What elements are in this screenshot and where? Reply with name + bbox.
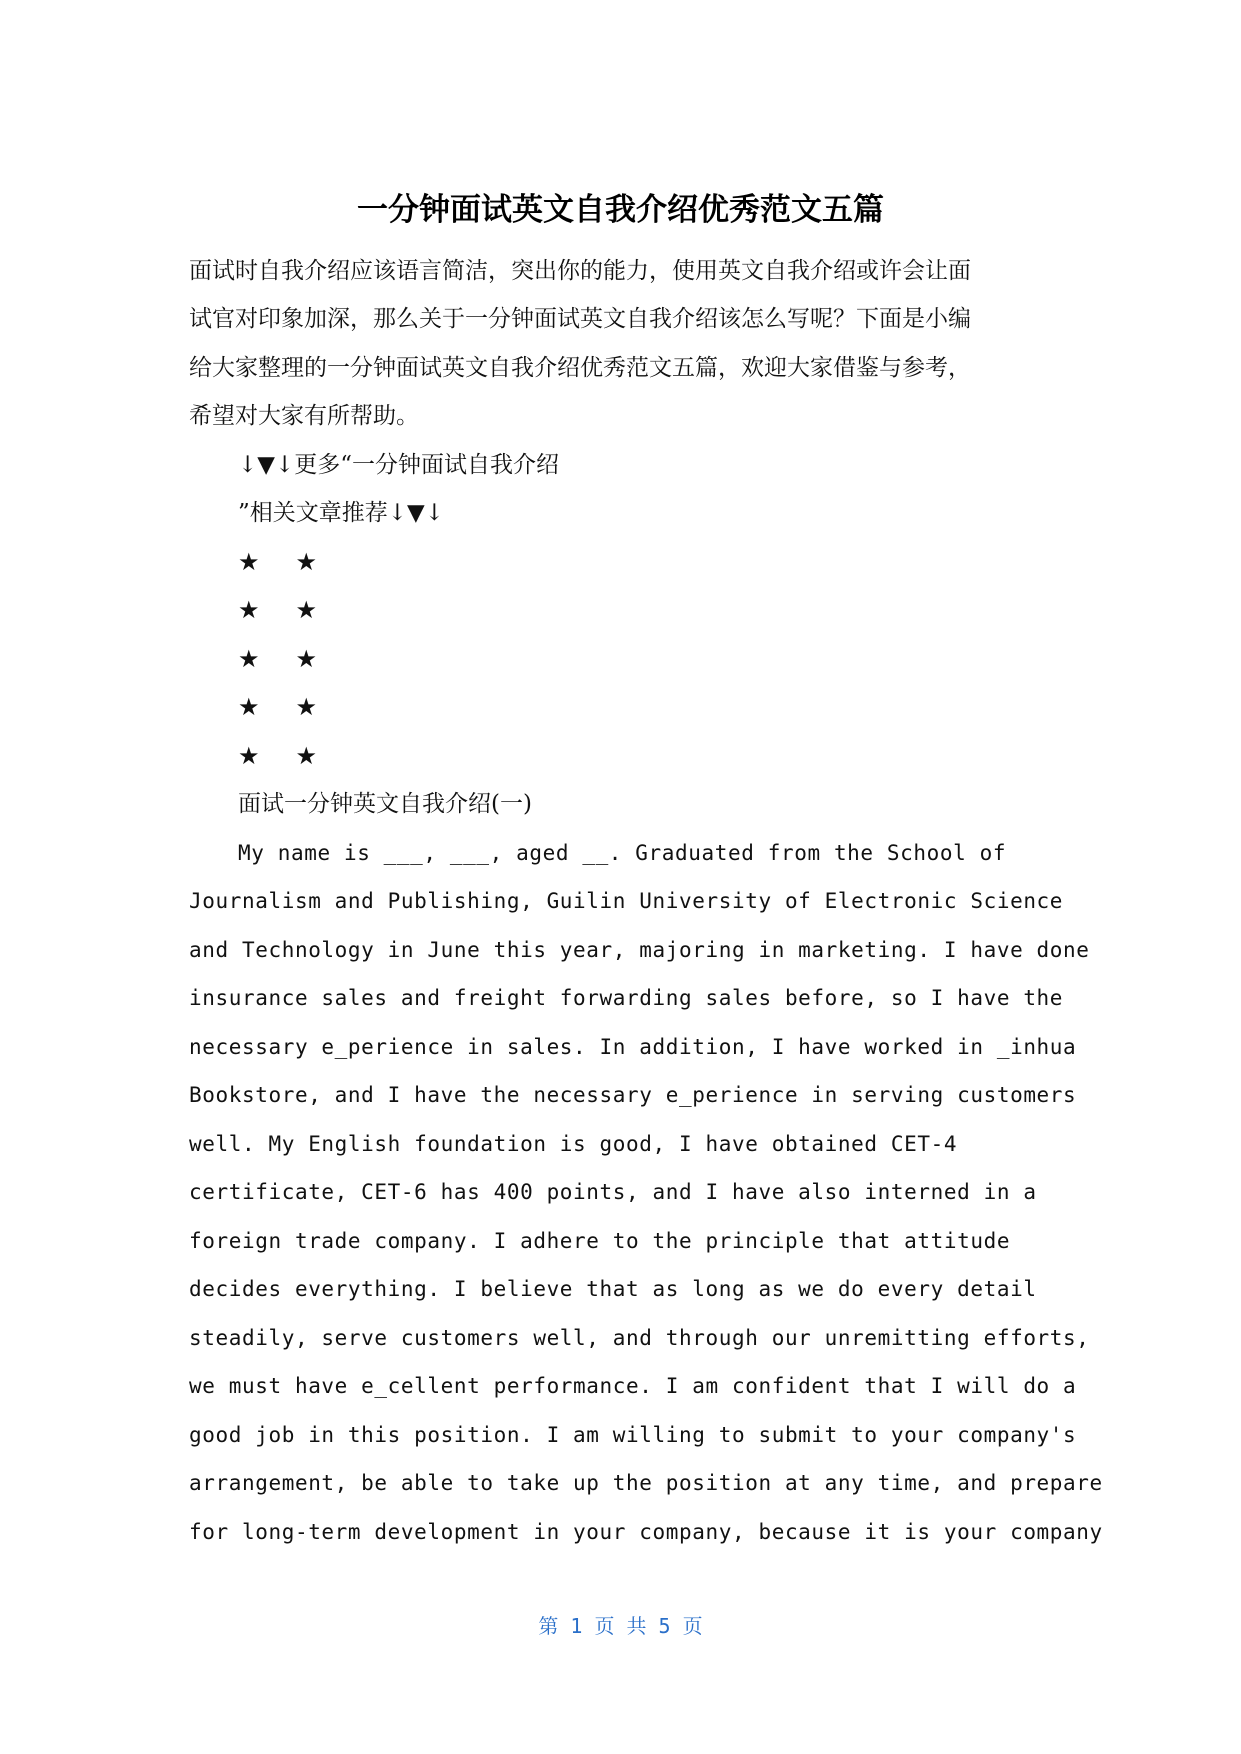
intro-line: 希望对大家有所帮助。 [189,403,419,429]
page-number-footer: 第 1 页 共 5 页 [538,1614,703,1638]
star-icon: ★ [238,548,260,576]
body-line: Bookstore, and I have the necessary e_perience in serving customers [189,1083,1077,1107]
star-row [238,644,317,674]
body-line: decides everything. I believe that as long as we do every detail [189,1277,1037,1301]
body-line: Journalism and Publishing, Guilin University of Electronic Science [189,889,1064,913]
intro-line: 给大家整理的一分钟面试英文自我介绍优秀范文五篇，欢迎大家借鉴与参考， [189,355,971,381]
star-icon: ★ [295,596,318,624]
star-row [238,741,317,771]
body-line: steadily, serve customers well, and through our unremitting efforts, [189,1326,1090,1350]
star-icon: ★ [238,645,260,673]
body-line: well. My English foundation is good, I have obtained CET-4 [189,1132,958,1156]
body-line: My name is ___, ___, aged __. Graduated from the School of [238,841,1007,865]
star-icon: ★ [295,645,318,673]
related-articles-line: ↓▼↓更多“一分钟面试自我介绍 [238,452,559,478]
body-line: insurance sales and freight forwarding sales before, so I have the [189,986,1064,1010]
intro-line: 试官对印象加深，那么关于一分钟面试英文自我介绍该怎么写呢？下面是小编 [189,306,971,332]
section-heading: 面试一分钟英文自我介绍(一) [238,791,532,817]
star-icon: ★ [295,693,318,721]
star-icon: ★ [238,596,260,624]
star-icon: ★ [238,693,260,721]
body-line: necessary e_perience in sales. In addition, I have worked in _inhua [189,1035,1077,1059]
body-line: good job in this position. I am willing to submit to your company's [189,1423,1077,1447]
document-title: 一分钟面试英文自我介绍优秀范文五篇 [357,192,884,228]
star-row [238,692,317,722]
star-icon: ★ [295,548,318,576]
star-icon: ★ [238,742,260,770]
body-line: we must have e_cellent performance. I am confident that I will do a [189,1374,1077,1398]
star-row [238,595,317,625]
star-row [238,547,317,577]
body-line: and Technology in June this year, majoring in marketing. I have done [189,938,1090,962]
body-line: certificate, CET-6 has 400 points, and I have also interned in a [189,1180,1037,1204]
related-articles-line: ”相关文章推荐↓▼↓ [238,500,444,526]
star-icon: ★ [295,742,318,770]
body-line: foreign trade company. I adhere to the principle that attitude [189,1229,1011,1253]
intro-line: 面试时自我介绍应该语言简洁，突出你的能力，使用英文自我介绍或许会让面 [189,258,971,284]
body-line: for long-term development in your company, because it is your company [189,1520,1103,1544]
body-line: arrangement, be able to take up the position at any time, and prepare [189,1471,1103,1495]
